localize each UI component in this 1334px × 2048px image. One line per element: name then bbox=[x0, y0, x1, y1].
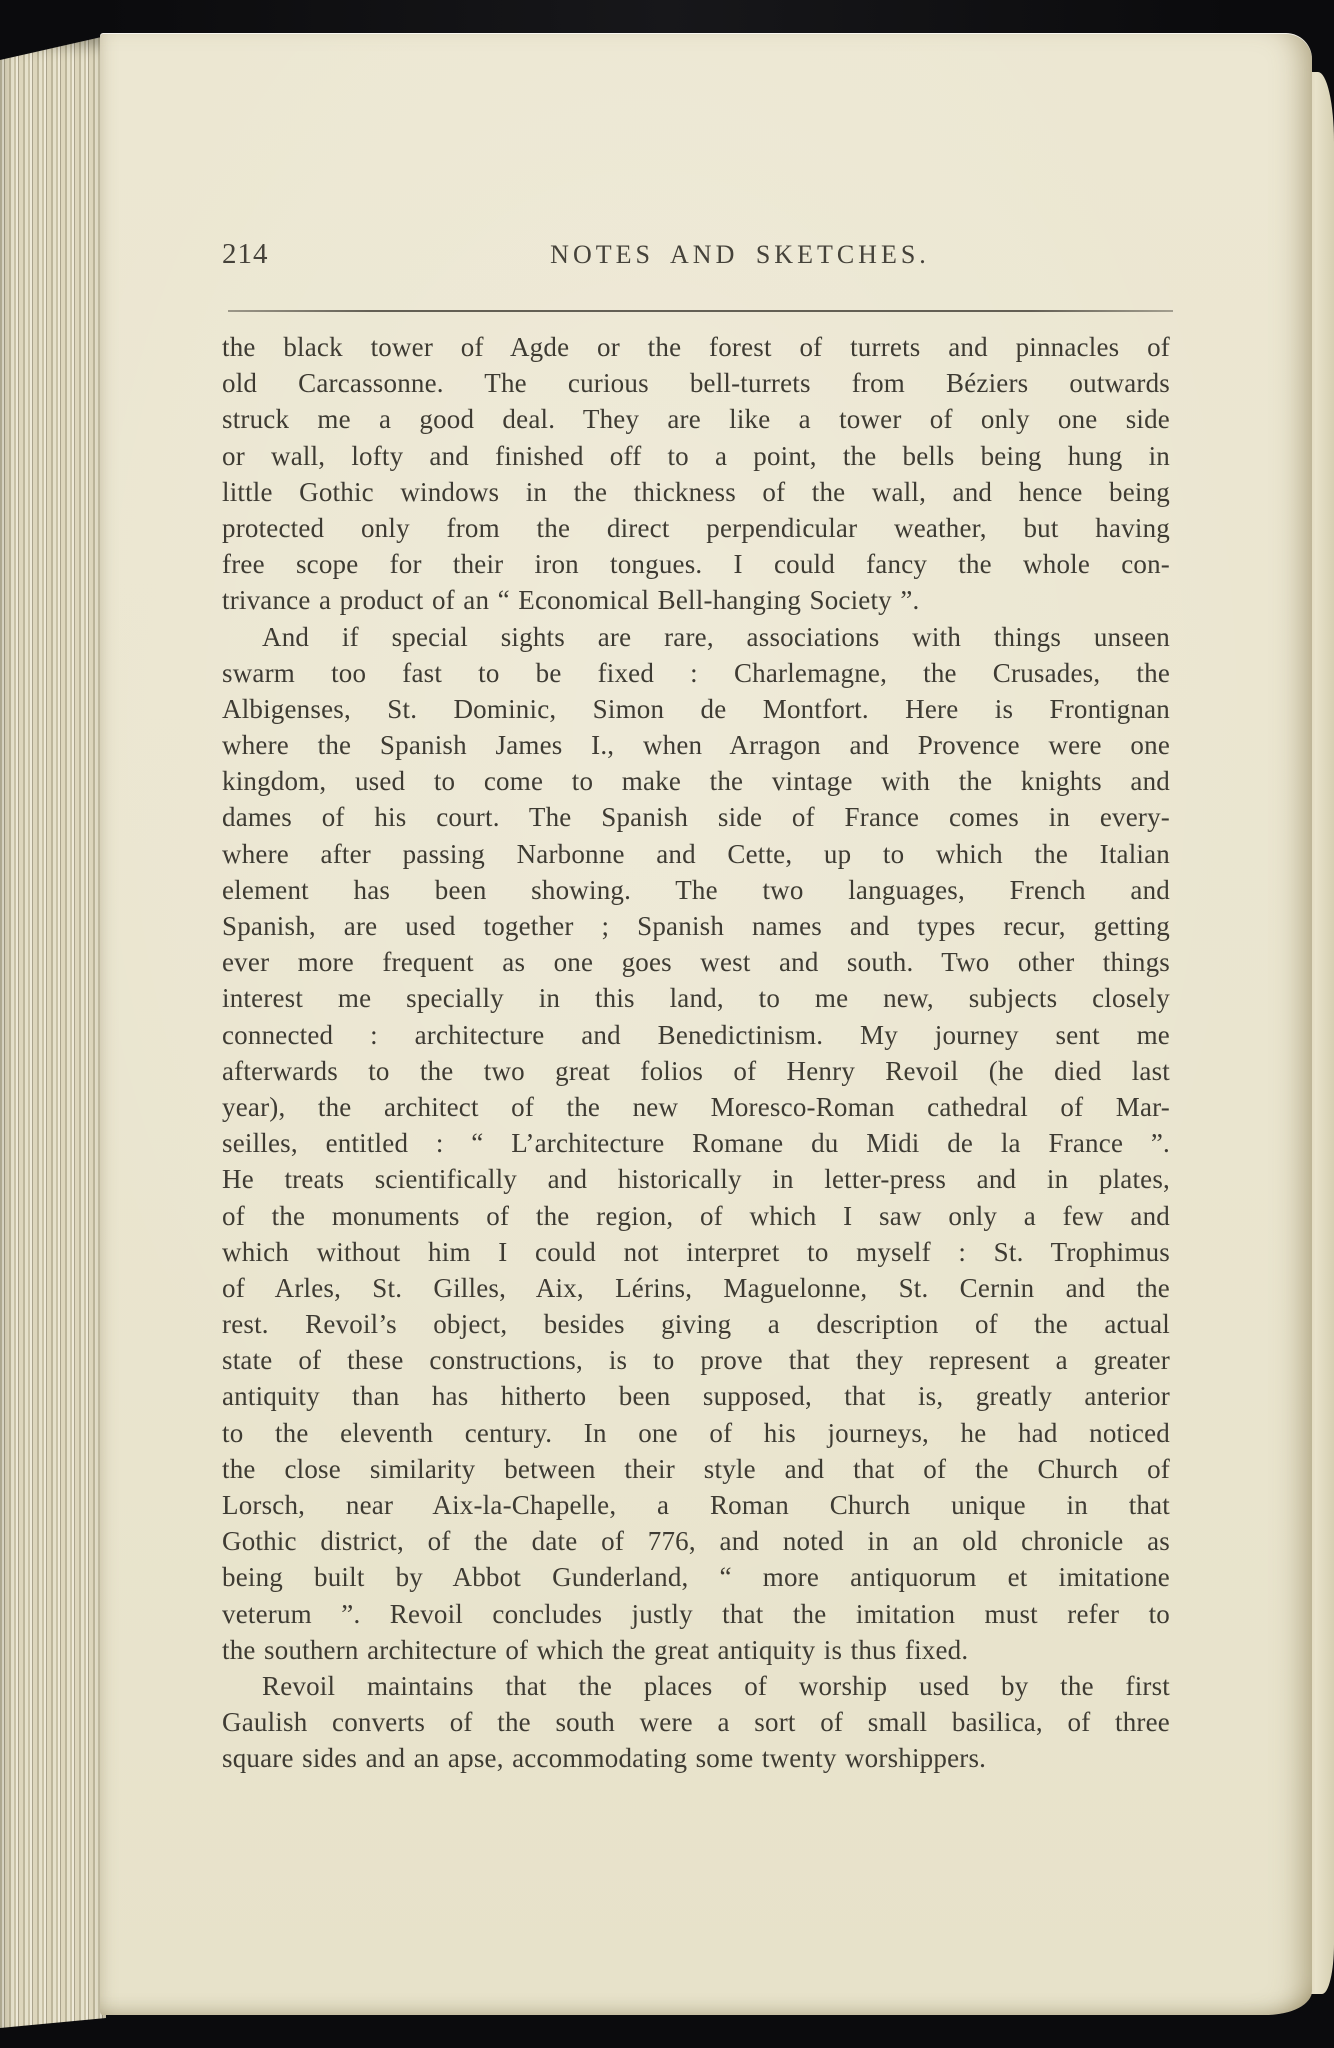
header-rule bbox=[228, 310, 1173, 312]
text-line: afterwards to the two great folios of Henry Revoil (he died last bbox=[222, 1055, 1170, 1086]
text-line: or wall, lofty and finished off to a point, the bells being hung in bbox=[222, 440, 1170, 471]
text-line: connected : architecture and Benedictinism. My journey sent me bbox=[222, 1019, 1170, 1050]
text-line: of Arles, St. Gilles, Aix, Lérins, Maguelonne, St. Cernin and the bbox=[222, 1272, 1170, 1303]
text-line: Spanish, are used together ; Spanish names and types recur, getting bbox=[222, 911, 1170, 941]
text-line: the close similarity between their style and that of the Church of bbox=[222, 1453, 1170, 1484]
text-line: ever more frequent as one goes west and south. Two other things bbox=[222, 947, 1170, 978]
text-line: dames of his court. The Spanish side of France comes in every- bbox=[222, 802, 1170, 833]
text-line: kingdom, used to come to make the vintage with the knights and bbox=[222, 766, 1170, 797]
text-line: the southern architecture of which the great antiquity is thus fixed. bbox=[222, 1634, 969, 1665]
text-line: the black tower of Agde or the forest of turrets and pinnacles of bbox=[222, 332, 1170, 362]
fore-edge-stack bbox=[0, 36, 106, 2028]
text-line: state of these constructions, is to prove that they represent a greater bbox=[222, 1345, 1170, 1376]
text-line: interest me specially in this land, to me new, subjects closely bbox=[222, 983, 1170, 1014]
text-line: antiquity than has hitherto been supposed, that is, greatly anterior bbox=[222, 1381, 1170, 1412]
text-line: Gaulish converts of the south were a sort of small basilica, of three bbox=[222, 1707, 1170, 1738]
text-line: swarm too fast to be fixed : Charlemagne, the Crusades, the bbox=[222, 657, 1170, 688]
text-line: old Carcassonne. The curious bell-turrets from Béziers outwards bbox=[222, 368, 1170, 399]
text-line: which without him I could not interpret to myself : St. Trophimus bbox=[222, 1236, 1170, 1267]
text-line: to the eleventh century. In one of his journeys, he had noticed bbox=[222, 1417, 1170, 1448]
text-line: square sides and an apse, accommodating some twenty worshippers. bbox=[222, 1743, 987, 1774]
text-line: being built by Abbot Gunderland, “ more antiquorum et imitatione bbox=[222, 1562, 1170, 1593]
text-line: Lorsch, near Aix-la-Chapelle, a Roman Church unique in that bbox=[222, 1490, 1170, 1520]
text-line: where the Spanish James I., when Arragon and Provence were one bbox=[222, 730, 1170, 761]
page-number: 214 bbox=[222, 238, 269, 270]
text-line: element has been showing. The two languages, French and bbox=[222, 874, 1170, 905]
running-head: NOTES AND SKETCHES. bbox=[550, 240, 930, 269]
text-line: where after passing Narbonne and Cette, up to which the Italian bbox=[222, 838, 1170, 869]
text-line: And if special sights are rare, associations with things unseen bbox=[262, 621, 1170, 652]
text-line: struck me a good deal. They are like a tower of only one side bbox=[222, 404, 1170, 435]
text-line: year), the architect of the new Moresco-Roman cathedral of Mar- bbox=[222, 1091, 1170, 1122]
text-block bbox=[222, 329, 1170, 1777]
text-line: free scope for their iron tongues. I could fancy the whole con- bbox=[222, 549, 1170, 580]
text-line: Albigenses, St. Dominic, Simon de Montfort. Here is Frontignan bbox=[222, 693, 1170, 724]
text-line: of the monuments of the region, of which I saw only a few and bbox=[222, 1200, 1170, 1231]
text-line: seilles, entitled : “ L’architecture Romane du Midi de la France ”. bbox=[222, 1128, 1170, 1159]
text-line: little Gothic windows in the thickness of the wall, and hence being bbox=[222, 476, 1170, 507]
book-page bbox=[100, 33, 1312, 2015]
text-line: Revoil maintains that the places of worship used by the first bbox=[262, 1670, 1170, 1701]
text-line: He treats scientifically and historically in letter-press and in plates, bbox=[222, 1164, 1170, 1195]
text-line: veterum ”. Revoil concludes justly that the imitation must refer to bbox=[222, 1598, 1170, 1629]
text-line: rest. Revoil’s object, besides giving a description of the actual bbox=[222, 1309, 1170, 1340]
text-line: Gothic district, of the date of 776, and noted in an old chronicle as bbox=[222, 1526, 1170, 1557]
text-line: protected only from the direct perpendicular weather, but having bbox=[222, 512, 1170, 543]
text-line: trivance a product of an “ Economical Bell-hanging Society ”. bbox=[222, 585, 920, 616]
